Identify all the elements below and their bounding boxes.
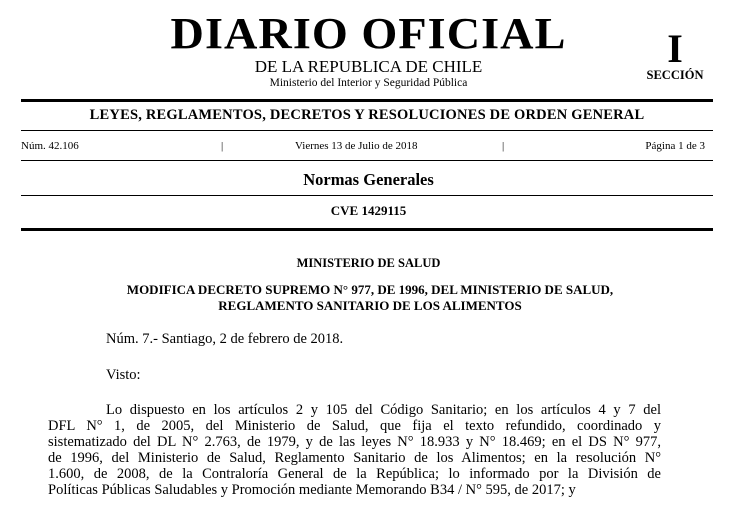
newspaper-subtitle: DE LA REPUBLICA DE CHILE (254, 57, 483, 76)
info-rule (21, 160, 713, 161)
norm-section-title: Normas Generales (303, 170, 434, 189)
issuing-ministry: MINISTERIO DE SALUD (296, 256, 441, 270)
decree-title-line: MODIFICA DECRETO SUPREMO N° 977, DE 1996, DEL MINISTERIO DE SALUD, (126, 282, 614, 297)
body-line: Lo dispuesto en los artículos 2 y 105 del Código Sanitario; en los artículos 4 y 7 del (106, 402, 661, 418)
visto-heading: Visto: (106, 367, 141, 383)
section-label: SECCIÓN (646, 68, 704, 82)
visto-body (48, 402, 661, 498)
newspaper-title: DIARIO OFICIAL (170, 9, 567, 58)
info-separator: | (502, 140, 505, 152)
cve-code: CVE 1429115 (330, 203, 407, 218)
cve-rule (21, 228, 713, 231)
decree-number-line: Núm. 7.- Santiago, 2 de febrero de 2018. (106, 331, 344, 347)
decree-title (70, 282, 670, 314)
issue-number: Núm. 42.106 (21, 140, 79, 152)
category-rule (21, 130, 713, 131)
issue-info-row (21, 139, 713, 153)
body-line: 1.600, de 2008, de la Contraloría General de la República; lo informado por la División de (48, 466, 661, 482)
publisher-ministry: Ministerio del Interior y Seguridad Pública (269, 77, 468, 89)
body-line: DFL N° 1, de 2005, del Ministerio de Salud, que fija el texto refundido, coordinado y (48, 418, 661, 434)
info-separator: | (221, 140, 224, 152)
decree-title-line: REGLAMENTO SANITARIO DE LOS ALIMENTOS (218, 298, 522, 313)
norm-rule (21, 195, 713, 196)
header-rule-top (21, 99, 713, 102)
issue-date: Viernes 13 de Julio de 2018 (295, 140, 418, 152)
body-line: Políticas Públicas Saludables y Promoción mediante Memorando B34 / N° 595, de 2017; y (48, 482, 576, 498)
body-line: de 1996, del Ministerio de Salud, Reglamento Sanitario de los Alimentos; en la resolución N° (48, 450, 661, 466)
body-line: sistematizado del DL N° 2.763, de 1979, y de las leyes N° 18.933 y N° 18.469; en el DS N° 977, (48, 434, 661, 450)
page-indicator: Página 1 de 3 (645, 140, 705, 152)
category-heading: LEYES, REGLAMENTOS, DECRETOS Y RESOLUCIONES DE ORDEN GENERAL (89, 107, 645, 123)
section-number: I (667, 26, 683, 71)
